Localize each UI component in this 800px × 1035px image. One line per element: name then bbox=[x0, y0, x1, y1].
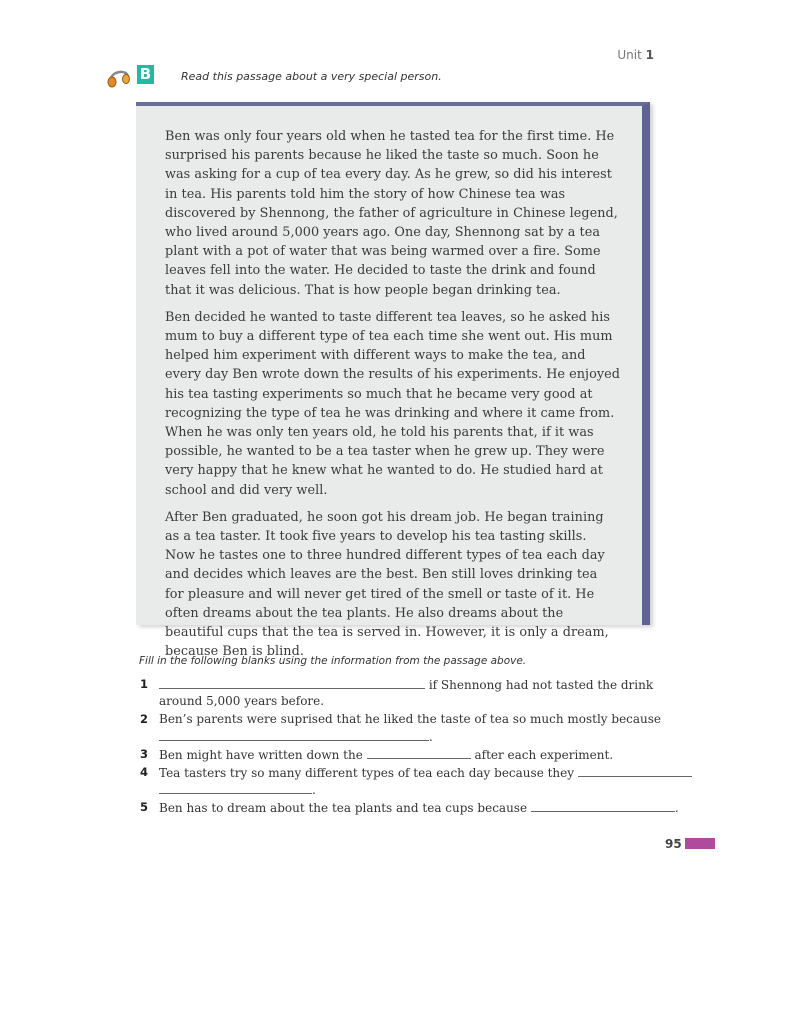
passage-paragraph-1: Ben was only four years old when he tasted tea for the first time. He surprised his parents because he liked the taste so much. Soon he was asking for a cup of tea every day. As he grew, so did his interest in tea. His parents told him the story of how Chinese tea was discovered by Shennong, the father of agriculture in Chinese legend, who lived around 5,000 years ago. One day, Shennong sat by a tea plant with a pot of water that was being warmed over a fire. Some leaves fell into the water. He decided to taste the drink and found that it was delicious. That is how people began drinking tea. bbox=[165, 129, 618, 298]
answer-blank-4a[interactable] bbox=[578, 764, 692, 777]
page-number-bar bbox=[685, 838, 715, 849]
page-number: 95 bbox=[665, 837, 682, 851]
section-badge: B bbox=[137, 65, 154, 84]
reading-passage bbox=[136, 102, 650, 660]
answer-blank-5[interactable] bbox=[531, 799, 675, 812]
question-5: 5 Ben has to dream about the tea plants and tea cups because . bbox=[140, 800, 679, 815]
unit-label: Unit 1 bbox=[617, 48, 654, 62]
question-3: 3 Ben might have written down the after each experiment. bbox=[140, 747, 614, 762]
section-instruction: Read this passage about a very special person. bbox=[181, 70, 442, 83]
question-number: 4 bbox=[140, 765, 149, 779]
unit-number: 1 bbox=[645, 48, 654, 62]
passage-paragraph-2: Ben decided he wanted to taste different tea leaves, so he asked his mum to buy a different type of tea each time she went out. His mum helped him experiment with different ways to make the tea, and every day Ben wrote down the results of his experiments. He enjoyed his tea tasting experiments so much that he became very good at recognizing the type of tea he was drinking and where it came from. When he was only ten years old, he told his parents that, if it was possible, he wanted to be a tea taster when he grew up. They were very happy that he knew what he wanted to do. He studied hard at school and did very well. bbox=[165, 309, 620, 498]
exercise-title: Fill in the following blanks using the information from the passage above. bbox=[139, 655, 527, 667]
headphones-icon bbox=[105, 63, 133, 91]
answer-blank-4b[interactable] bbox=[159, 781, 312, 794]
question-number: 5 bbox=[140, 800, 149, 814]
question-number: 1 bbox=[140, 677, 149, 691]
answer-blank-1[interactable] bbox=[159, 676, 425, 689]
answer-blank-2[interactable] bbox=[159, 728, 429, 741]
question-1: 1 if Shennong had not tasted the drink around 5,000 years before. bbox=[140, 677, 654, 708]
answer-blank-3[interactable] bbox=[367, 746, 471, 759]
passage-paragraph-3: After Ben graduated, he soon got his dream job. He began training as a tea taster. It took five years to develop his tea tasting skills. Now he tastes one to three hundred different types of tea each day and decides which leaves are the best. Ben still loves drinking tea for pleasure and will never get tired of the smell or taste of it. He often dreams about the tea plants. He also dreams about the beautiful cups that the tea is served in. However, it is only a dream, because Ben is blind. bbox=[165, 509, 609, 660]
question-4: 4 Tea tasters try so many different types of tea each day because they . bbox=[140, 764, 660, 798]
question-2: 2 Ben’s parents were suprised that he liked the taste of tea so much mostly because . bbox=[140, 712, 662, 744]
question-number: 3 bbox=[140, 747, 149, 761]
question-number: 2 bbox=[140, 712, 149, 726]
